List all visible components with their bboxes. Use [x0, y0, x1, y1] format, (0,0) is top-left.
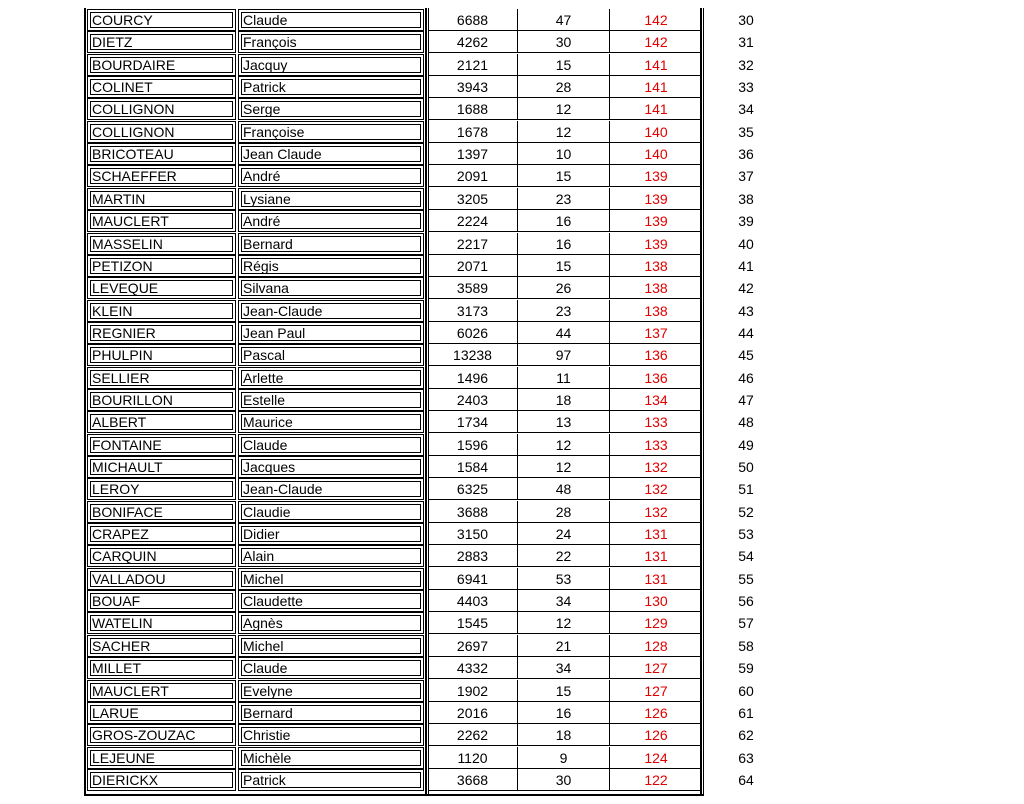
count-cell: 24 — [518, 523, 610, 545]
count-cell: 12 — [518, 456, 610, 478]
points-cell: 2121 — [428, 54, 518, 76]
first-name-cell: Christie — [238, 724, 424, 746]
average-cell: 139 — [610, 188, 702, 210]
rank-cell: 40 — [738, 236, 754, 252]
last-name-cell: MAUCLERT — [87, 680, 236, 702]
table-row — [0, 98, 1024, 120]
table-row — [0, 702, 1024, 724]
last-name-cell: PETIZON — [87, 255, 236, 277]
rank-cell: 37 — [738, 168, 754, 184]
first-name-cell: Jean-Claude — [238, 300, 424, 322]
rank-cell: 64 — [738, 772, 754, 788]
first-name-cell: Claude — [238, 434, 424, 456]
average-cell: 127 — [610, 680, 702, 702]
points-cell: 2091 — [428, 165, 518, 187]
rank-cell: 35 — [738, 124, 754, 140]
average-cell: 127 — [610, 657, 702, 679]
average-cell: 124 — [610, 747, 702, 769]
count-cell: 16 — [518, 233, 610, 255]
count-cell: 21 — [518, 635, 610, 657]
first-name-cell: Patrick — [238, 769, 424, 791]
table-row — [0, 523, 1024, 545]
first-name-cell: Françoise — [238, 121, 424, 143]
count-cell: 28 — [518, 501, 610, 523]
last-name-cell: MARTIN — [87, 188, 236, 210]
average-cell: 122 — [610, 769, 702, 791]
points-cell: 6941 — [428, 568, 518, 590]
rank-cell: 61 — [738, 705, 754, 721]
rank-cell: 36 — [738, 146, 754, 162]
average-cell: 131 — [610, 568, 702, 590]
count-cell: 22 — [518, 545, 610, 567]
first-name-cell: André — [238, 165, 424, 187]
count-cell: 30 — [518, 31, 610, 53]
count-cell: 15 — [518, 680, 610, 702]
average-cell: 126 — [610, 724, 702, 746]
first-name-cell: Jacquy — [238, 54, 424, 76]
last-name-cell: LEVEQUE — [87, 277, 236, 299]
count-cell: 13 — [518, 411, 610, 433]
points-cell: 2016 — [428, 702, 518, 724]
table-row — [0, 456, 1024, 478]
first-name-cell: Maurice — [238, 411, 424, 433]
points-cell: 1678 — [428, 121, 518, 143]
points-cell: 3688 — [428, 501, 518, 523]
count-cell: 34 — [518, 590, 610, 612]
first-name-cell: Bernard — [238, 702, 424, 724]
count-cell: 47 — [518, 9, 610, 31]
table-bottom-border — [84, 794, 704, 796]
points-cell: 1734 — [428, 411, 518, 433]
points-cell: 3589 — [428, 277, 518, 299]
last-name-cell: COLLIGNON — [87, 98, 236, 120]
table-row — [0, 210, 1024, 232]
table-row — [0, 612, 1024, 634]
table-row — [0, 9, 1024, 31]
count-cell: 9 — [518, 747, 610, 769]
table-row — [0, 769, 1024, 791]
points-cell: 2403 — [428, 389, 518, 411]
table-row — [0, 724, 1024, 746]
last-name-cell: WATELIN — [87, 612, 236, 634]
average-cell: 138 — [610, 255, 702, 277]
table-row — [0, 657, 1024, 679]
rank-cell: 42 — [738, 280, 754, 296]
points-cell: 3150 — [428, 523, 518, 545]
rank-cell: 56 — [738, 593, 754, 609]
last-name-cell: LEJEUNE — [87, 747, 236, 769]
table-row — [0, 300, 1024, 322]
points-cell: 2883 — [428, 545, 518, 567]
table-row — [0, 367, 1024, 389]
rank-cell: 41 — [738, 258, 754, 274]
average-cell: 126 — [610, 702, 702, 724]
rank-cell: 33 — [738, 79, 754, 95]
last-name-cell: PHULPIN — [87, 344, 236, 366]
points-cell: 3173 — [428, 300, 518, 322]
average-cell: 129 — [610, 612, 702, 634]
last-name-cell: CRAPEZ — [87, 523, 236, 545]
first-name-cell: Jacques — [238, 456, 424, 478]
table-row — [0, 501, 1024, 523]
table-row — [0, 680, 1024, 702]
first-name-cell: Silvana — [238, 277, 424, 299]
count-cell: 23 — [518, 300, 610, 322]
first-name-cell: Arlette — [238, 367, 424, 389]
last-name-cell: DIERICKX — [87, 769, 236, 791]
average-cell: 141 — [610, 76, 702, 98]
average-cell: 132 — [610, 456, 702, 478]
points-cell: 2224 — [428, 210, 518, 232]
average-cell: 142 — [610, 31, 702, 53]
average-cell: 139 — [610, 165, 702, 187]
last-name-cell: BOURDAIRE — [87, 54, 236, 76]
rank-cell: 30 — [738, 12, 754, 28]
first-name-cell: Patrick — [238, 76, 424, 98]
table-row — [0, 143, 1024, 165]
rank-cell: 57 — [738, 615, 754, 631]
rank-cell: 51 — [738, 481, 754, 497]
count-cell: 23 — [518, 188, 610, 210]
rank-cell: 50 — [738, 459, 754, 475]
table-row — [0, 434, 1024, 456]
last-name-cell: BONIFACE — [87, 501, 236, 523]
rank-cell: 46 — [738, 370, 754, 386]
count-cell: 12 — [518, 612, 610, 634]
points-cell: 1120 — [428, 747, 518, 769]
average-cell: 133 — [610, 434, 702, 456]
last-name-cell: BOUAF — [87, 590, 236, 612]
points-cell: 4403 — [428, 590, 518, 612]
count-cell: 34 — [518, 657, 610, 679]
first-name-cell: Claudette — [238, 590, 424, 612]
points-cell: 4332 — [428, 657, 518, 679]
points-cell: 1688 — [428, 98, 518, 120]
rank-cell: 48 — [738, 414, 754, 430]
rank-cell: 49 — [738, 437, 754, 453]
rank-cell: 58 — [738, 638, 754, 654]
average-cell: 130 — [610, 590, 702, 612]
last-name-cell: REGNIER — [87, 322, 236, 344]
rank-cell: 39 — [738, 213, 754, 229]
first-name-cell: Régis — [238, 255, 424, 277]
last-name-cell: COLLIGNON — [87, 121, 236, 143]
average-cell: 133 — [610, 411, 702, 433]
count-cell: 44 — [518, 322, 610, 344]
count-cell: 12 — [518, 434, 610, 456]
points-cell: 1902 — [428, 680, 518, 702]
rank-cell: 62 — [738, 727, 754, 743]
first-name-cell: Jean Claude — [238, 143, 424, 165]
first-name-cell: Evelyne — [238, 680, 424, 702]
table-row — [0, 635, 1024, 657]
last-name-cell: COURCY — [87, 9, 236, 31]
last-name-cell: GROS-ZOUZAC — [87, 724, 236, 746]
table-row — [0, 76, 1024, 98]
count-cell: 30 — [518, 769, 610, 791]
table-row — [0, 31, 1024, 53]
last-name-cell: MASSELIN — [87, 233, 236, 255]
first-name-cell: Pascal — [238, 344, 424, 366]
count-cell: 12 — [518, 121, 610, 143]
table-row — [0, 478, 1024, 500]
table-row — [0, 590, 1024, 612]
average-cell: 136 — [610, 344, 702, 366]
last-name-cell: MICHAULT — [87, 456, 236, 478]
first-name-cell: Claude — [238, 657, 424, 679]
last-name-cell: SCHAEFFER — [87, 165, 236, 187]
rank-cell: 53 — [738, 526, 754, 542]
points-cell: 2071 — [428, 255, 518, 277]
points-cell: 3205 — [428, 188, 518, 210]
first-name-cell: François — [238, 31, 424, 53]
last-name-cell: MAUCLERT — [87, 210, 236, 232]
count-cell: 97 — [518, 344, 610, 366]
table-row — [0, 255, 1024, 277]
rank-cell: 43 — [738, 303, 754, 319]
table-row — [0, 188, 1024, 210]
points-cell: 1584 — [428, 456, 518, 478]
rank-cell: 55 — [738, 571, 754, 587]
first-name-cell: Alain — [238, 545, 424, 567]
average-cell: 134 — [610, 389, 702, 411]
last-name-cell: ALBERT — [87, 411, 236, 433]
points-cell: 13238 — [428, 344, 518, 366]
average-cell: 141 — [610, 98, 702, 120]
points-cell: 4262 — [428, 31, 518, 53]
table-row — [0, 322, 1024, 344]
last-name-cell: SELLIER — [87, 367, 236, 389]
last-name-cell: FONTAINE — [87, 434, 236, 456]
table-row — [0, 568, 1024, 590]
average-cell: 132 — [610, 478, 702, 500]
count-cell: 18 — [518, 724, 610, 746]
average-cell: 139 — [610, 210, 702, 232]
first-name-cell: Claudie — [238, 501, 424, 523]
points-cell: 6688 — [428, 9, 518, 31]
count-cell: 48 — [518, 478, 610, 500]
first-name-cell: Serge — [238, 98, 424, 120]
first-name-cell: Estelle — [238, 389, 424, 411]
last-name-cell: BOURILLON — [87, 389, 236, 411]
points-cell: 2697 — [428, 635, 518, 657]
last-name-cell: SACHER — [87, 635, 236, 657]
count-cell: 11 — [518, 367, 610, 389]
first-name-cell: André — [238, 210, 424, 232]
count-cell: 26 — [518, 277, 610, 299]
last-name-cell: MILLET — [87, 657, 236, 679]
first-name-cell: Michèle — [238, 747, 424, 769]
rank-cell: 44 — [738, 325, 754, 341]
first-name-cell: Jean Paul — [238, 322, 424, 344]
average-cell: 140 — [610, 143, 702, 165]
table-row — [0, 165, 1024, 187]
points-cell: 6026 — [428, 322, 518, 344]
first-name-cell: Claude — [238, 9, 424, 31]
average-cell: 131 — [610, 523, 702, 545]
rank-cell: 54 — [738, 548, 754, 564]
points-cell: 2217 — [428, 233, 518, 255]
count-cell: 10 — [518, 143, 610, 165]
points-cell: 3943 — [428, 76, 518, 98]
last-name-cell: VALLADOU — [87, 568, 236, 590]
rank-cell: 32 — [738, 57, 754, 73]
table-row — [0, 233, 1024, 255]
count-cell: 18 — [518, 389, 610, 411]
first-name-cell: Bernard — [238, 233, 424, 255]
last-name-cell: BRICOTEAU — [87, 143, 236, 165]
table-row — [0, 277, 1024, 299]
average-cell: 138 — [610, 277, 702, 299]
rank-cell: 52 — [738, 504, 754, 520]
points-cell: 1545 — [428, 612, 518, 634]
table-row — [0, 747, 1024, 769]
last-name-cell: LEROY — [87, 478, 236, 500]
average-cell: 140 — [610, 121, 702, 143]
table-row — [0, 411, 1024, 433]
first-name-cell: Michel — [238, 568, 424, 590]
table-row — [0, 121, 1024, 143]
first-name-cell: Didier — [238, 523, 424, 545]
last-name-cell: KLEIN — [87, 300, 236, 322]
average-cell: 142 — [610, 9, 702, 31]
average-cell: 132 — [610, 501, 702, 523]
average-cell: 139 — [610, 233, 702, 255]
rank-cell: 47 — [738, 392, 754, 408]
count-cell: 53 — [518, 568, 610, 590]
count-cell: 16 — [518, 210, 610, 232]
rank-cell: 31 — [738, 34, 754, 50]
count-cell: 28 — [518, 76, 610, 98]
points-cell: 3668 — [428, 769, 518, 791]
first-name-cell: Jean-Claude — [238, 478, 424, 500]
rank-cell: 63 — [738, 750, 754, 766]
first-name-cell: Agnès — [238, 612, 424, 634]
table-row — [0, 545, 1024, 567]
average-cell: 138 — [610, 300, 702, 322]
table-row — [0, 344, 1024, 366]
last-name-cell: DIETZ — [87, 31, 236, 53]
average-cell: 137 — [610, 322, 702, 344]
count-cell: 15 — [518, 255, 610, 277]
rank-cell: 38 — [738, 191, 754, 207]
last-name-cell: COLINET — [87, 76, 236, 98]
points-cell: 1596 — [428, 434, 518, 456]
average-cell: 136 — [610, 367, 702, 389]
points-cell: 1397 — [428, 143, 518, 165]
table-row — [0, 54, 1024, 76]
rank-cell: 34 — [738, 101, 754, 117]
points-cell: 2262 — [428, 724, 518, 746]
points-cell: 1496 — [428, 367, 518, 389]
last-name-cell: CARQUIN — [87, 545, 236, 567]
count-cell: 15 — [518, 165, 610, 187]
table-row — [0, 389, 1024, 411]
first-name-cell: Michel — [238, 635, 424, 657]
count-cell: 12 — [518, 98, 610, 120]
last-name-cell: LARUE — [87, 702, 236, 724]
average-cell: 141 — [610, 54, 702, 76]
points-cell: 6325 — [428, 478, 518, 500]
rank-cell: 60 — [738, 683, 754, 699]
average-cell: 128 — [610, 635, 702, 657]
first-name-cell: Lysiane — [238, 188, 424, 210]
count-cell: 15 — [518, 54, 610, 76]
average-cell: 131 — [610, 545, 702, 567]
rank-cell: 45 — [738, 347, 754, 363]
count-cell: 16 — [518, 702, 610, 724]
rank-cell: 59 — [738, 660, 754, 676]
